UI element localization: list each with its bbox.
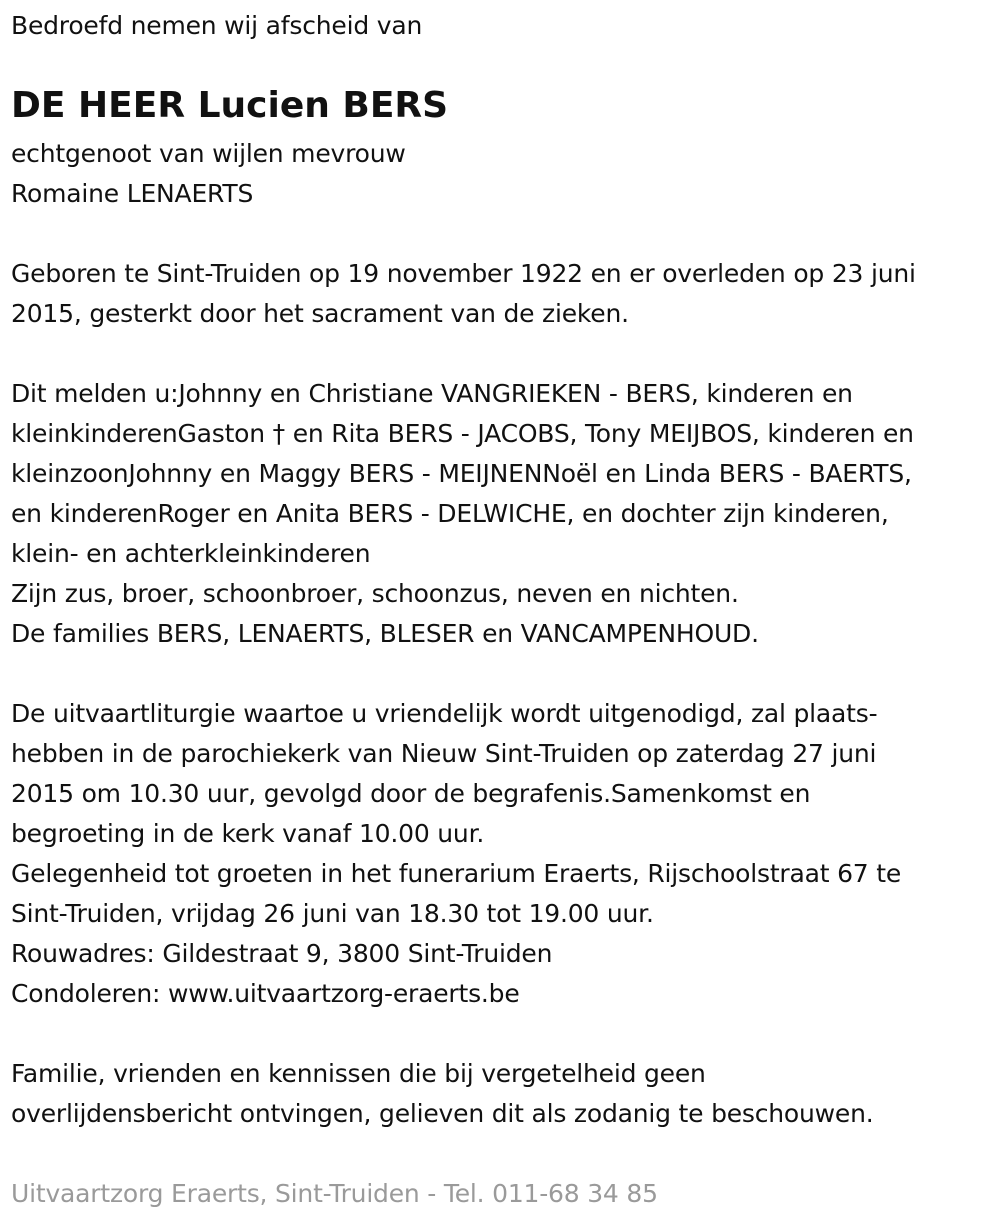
family-line: De families BERS, LENAERTS, BLESER en VANCAMPENHOUD. [11,619,759,648]
note-line: overlijdensbericht ontvingen, gelieven dit als zodanig te beschouwen. [11,1099,874,1128]
family-block [11,374,914,654]
funeral-line: Gelegenheid tot groeten in het funerarium Eraerts, Rijschoolstraat 67 te [11,859,902,888]
funeral-block [11,694,901,1014]
spouse-line: echtgenoot van wijlen mevrouw [11,139,406,168]
intro-text: Bedroefd nemen wij afscheid van [11,11,423,40]
funeral-line: hebben in de parochiekerk van Nieuw Sint-Truiden op zaterdag 27 juni [11,739,877,768]
family-line: Dit melden u:Johnny en Christiane VANGRIEKEN - BERS, kinderen en [11,379,853,408]
note-line: Familie, vrienden en kennissen die bij vergetelheid geen [11,1059,706,1088]
address-line: Rouwadres: Gildestraat 9, 3800 Sint-Truiden [11,939,553,968]
family-line: kleinkinderenGaston † en Rita BERS - JACOBS, Tony MEIJBOS, kinderen en [11,419,914,448]
footer-contact: Uitvaartzorg Eraerts, Sint-Truiden - Tel. 011-68 34 85 [11,1179,658,1208]
funeral-line: 2015 om 10.30 uur, gevolgd door de begrafenis.Samenkomst en [11,779,811,808]
family-line: kleinzoonJohnny en Maggy BERS - MEIJNENNoël en Linda BERS - BAERTS, [11,459,912,488]
birth-death-line: Geboren te Sint-Truiden op 19 november 1922 en er overleden op 23 juni [11,259,916,288]
funeral-line: begroeting in de kerk vanaf 10.00 uur. [11,819,485,848]
birth-death-block [11,254,916,334]
spouse-block [11,134,406,214]
family-line: Zijn zus, broer, schoonbroer, schoonzus, neven en nichten. [11,579,739,608]
birth-death-line: 2015, gesterkt door het sacrament van de zieken. [11,299,629,328]
notice-note-block [11,1054,874,1134]
deceased-name: DE HEER Lucien BERS [11,85,449,126]
condolence-line: Condoleren: www.uitvaartzorg-eraerts.be [11,979,520,1008]
funeral-line: De uitvaartliturgie waartoe u vriendelijk wordt uitgenodigd, zal plaats- [11,699,878,728]
spouse-line: Romaine LENAERTS [11,179,254,208]
family-line: en kinderenRoger en Anita BERS - DELWICHE, en dochter zijn kinderen, [11,499,889,528]
family-line: klein- en achterkleinkinderen [11,539,371,568]
funeral-line: Sint-Truiden, vrijdag 26 juni van 18.30 tot 19.00 uur. [11,899,654,928]
